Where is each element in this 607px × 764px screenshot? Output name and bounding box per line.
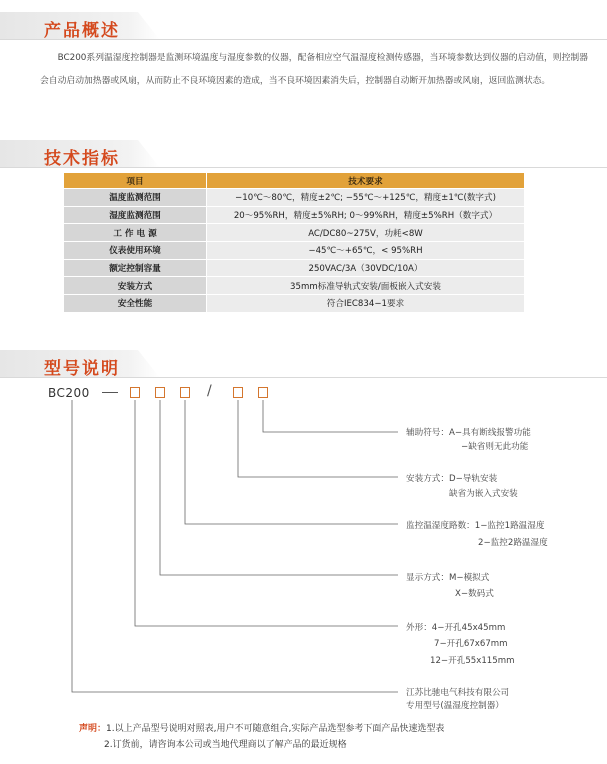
label-display-line1: 显示方式：M−模拟式	[406, 573, 490, 583]
spec-value: 20～95%RH，精度±5%RH; 0～99%RH，精度±5%RH（数字式）	[207, 206, 525, 224]
label-channels-line2: 2−监控2路温湿度	[478, 538, 548, 548]
label-install-line1: 安装方式：D−导轨安装	[406, 474, 498, 484]
label-shape-line3: 12−开孔55x115mm	[430, 656, 515, 666]
spec-col-item: 项目	[64, 173, 207, 189]
note-item-2: 2.订货前，请咨询本公司或当地代理商以了解产品的最近规格	[104, 740, 347, 750]
overview-title: 产品概述	[44, 21, 120, 41]
model-title: 型号说明	[44, 359, 120, 379]
model-code: BC200	[48, 386, 90, 400]
note-item-1: 1.以上产品型号说明对照表,用户不可随意组合,实际产品选型参考下面产品快速选型表	[106, 724, 445, 734]
specs-title: 技术指标	[44, 149, 120, 169]
spec-key: 额定控制容量	[64, 259, 207, 277]
spec-value: 符合IEC834−1要求	[207, 295, 525, 313]
spec-value: 250VAC/3A（30VDC/10A）	[207, 259, 525, 277]
label-channels-line1: 监控温湿度路数：1−监控1路温湿度	[406, 521, 545, 531]
spec-value: −45℃～+65℃，< 95%RH	[207, 242, 525, 260]
label-aux-line1: 辅助符号：A−具有断线报警功能	[406, 428, 531, 438]
leader-aux	[263, 400, 398, 432]
spec-key: 仪表使用环境	[64, 242, 207, 260]
label-company-line1: 江苏比驰电气科技有限公司	[406, 688, 510, 698]
spec-value: 35mm标准导轨式安装/面板嵌入式安装	[207, 277, 525, 295]
overview-paragraph: BC200系列温湿度控制器是监测环境温度与湿度参数的仪器，配备相应空气温湿度检测传感器，当环境参数达到仪器的启动值，则控制器会自动启动加热器或风扇，从而防止不良环境因素的造成，当不良环境因素消失后，控制器自动断开加热器或风扇，返回监测状态。	[40, 53, 588, 86]
spec-key: 安装方式	[64, 277, 207, 295]
leader-install	[238, 400, 398, 477]
leader-channels	[185, 400, 398, 524]
leader-company	[72, 400, 398, 692]
label-install-line2: 缺省为嵌入式安装	[449, 489, 518, 499]
note-line1	[79, 721, 444, 734]
spec-key: 湿度监测范围	[64, 206, 207, 224]
label-shape-line2: 7−开孔67x67mm	[434, 639, 508, 649]
note-key: 声明：	[79, 724, 107, 734]
spec-value: AC/DC80~275V，功耗<8W	[207, 224, 525, 242]
label-shape-line1: 外形：4−开孔45x45mm	[406, 623, 506, 633]
leader-display	[160, 400, 398, 575]
spec-key: 安全性能	[64, 295, 207, 313]
label-company-line2: 专用型号(温湿度控制器）	[406, 701, 504, 711]
leader-shape	[135, 400, 398, 626]
spec-col-requirement: 技术要求	[207, 173, 525, 189]
spec-key: 工 作 电 源	[64, 224, 207, 242]
model-slash: /	[207, 383, 212, 399]
spec-key: 温度监测范围	[64, 189, 207, 207]
spec-value: −10℃～80℃，精度±2℃; −55℃～+125℃，精度±1℃(数字式)	[207, 189, 525, 207]
label-aux-line2: −缺省则无此功能	[461, 442, 529, 452]
label-display-line2: X−数码式	[455, 589, 494, 599]
